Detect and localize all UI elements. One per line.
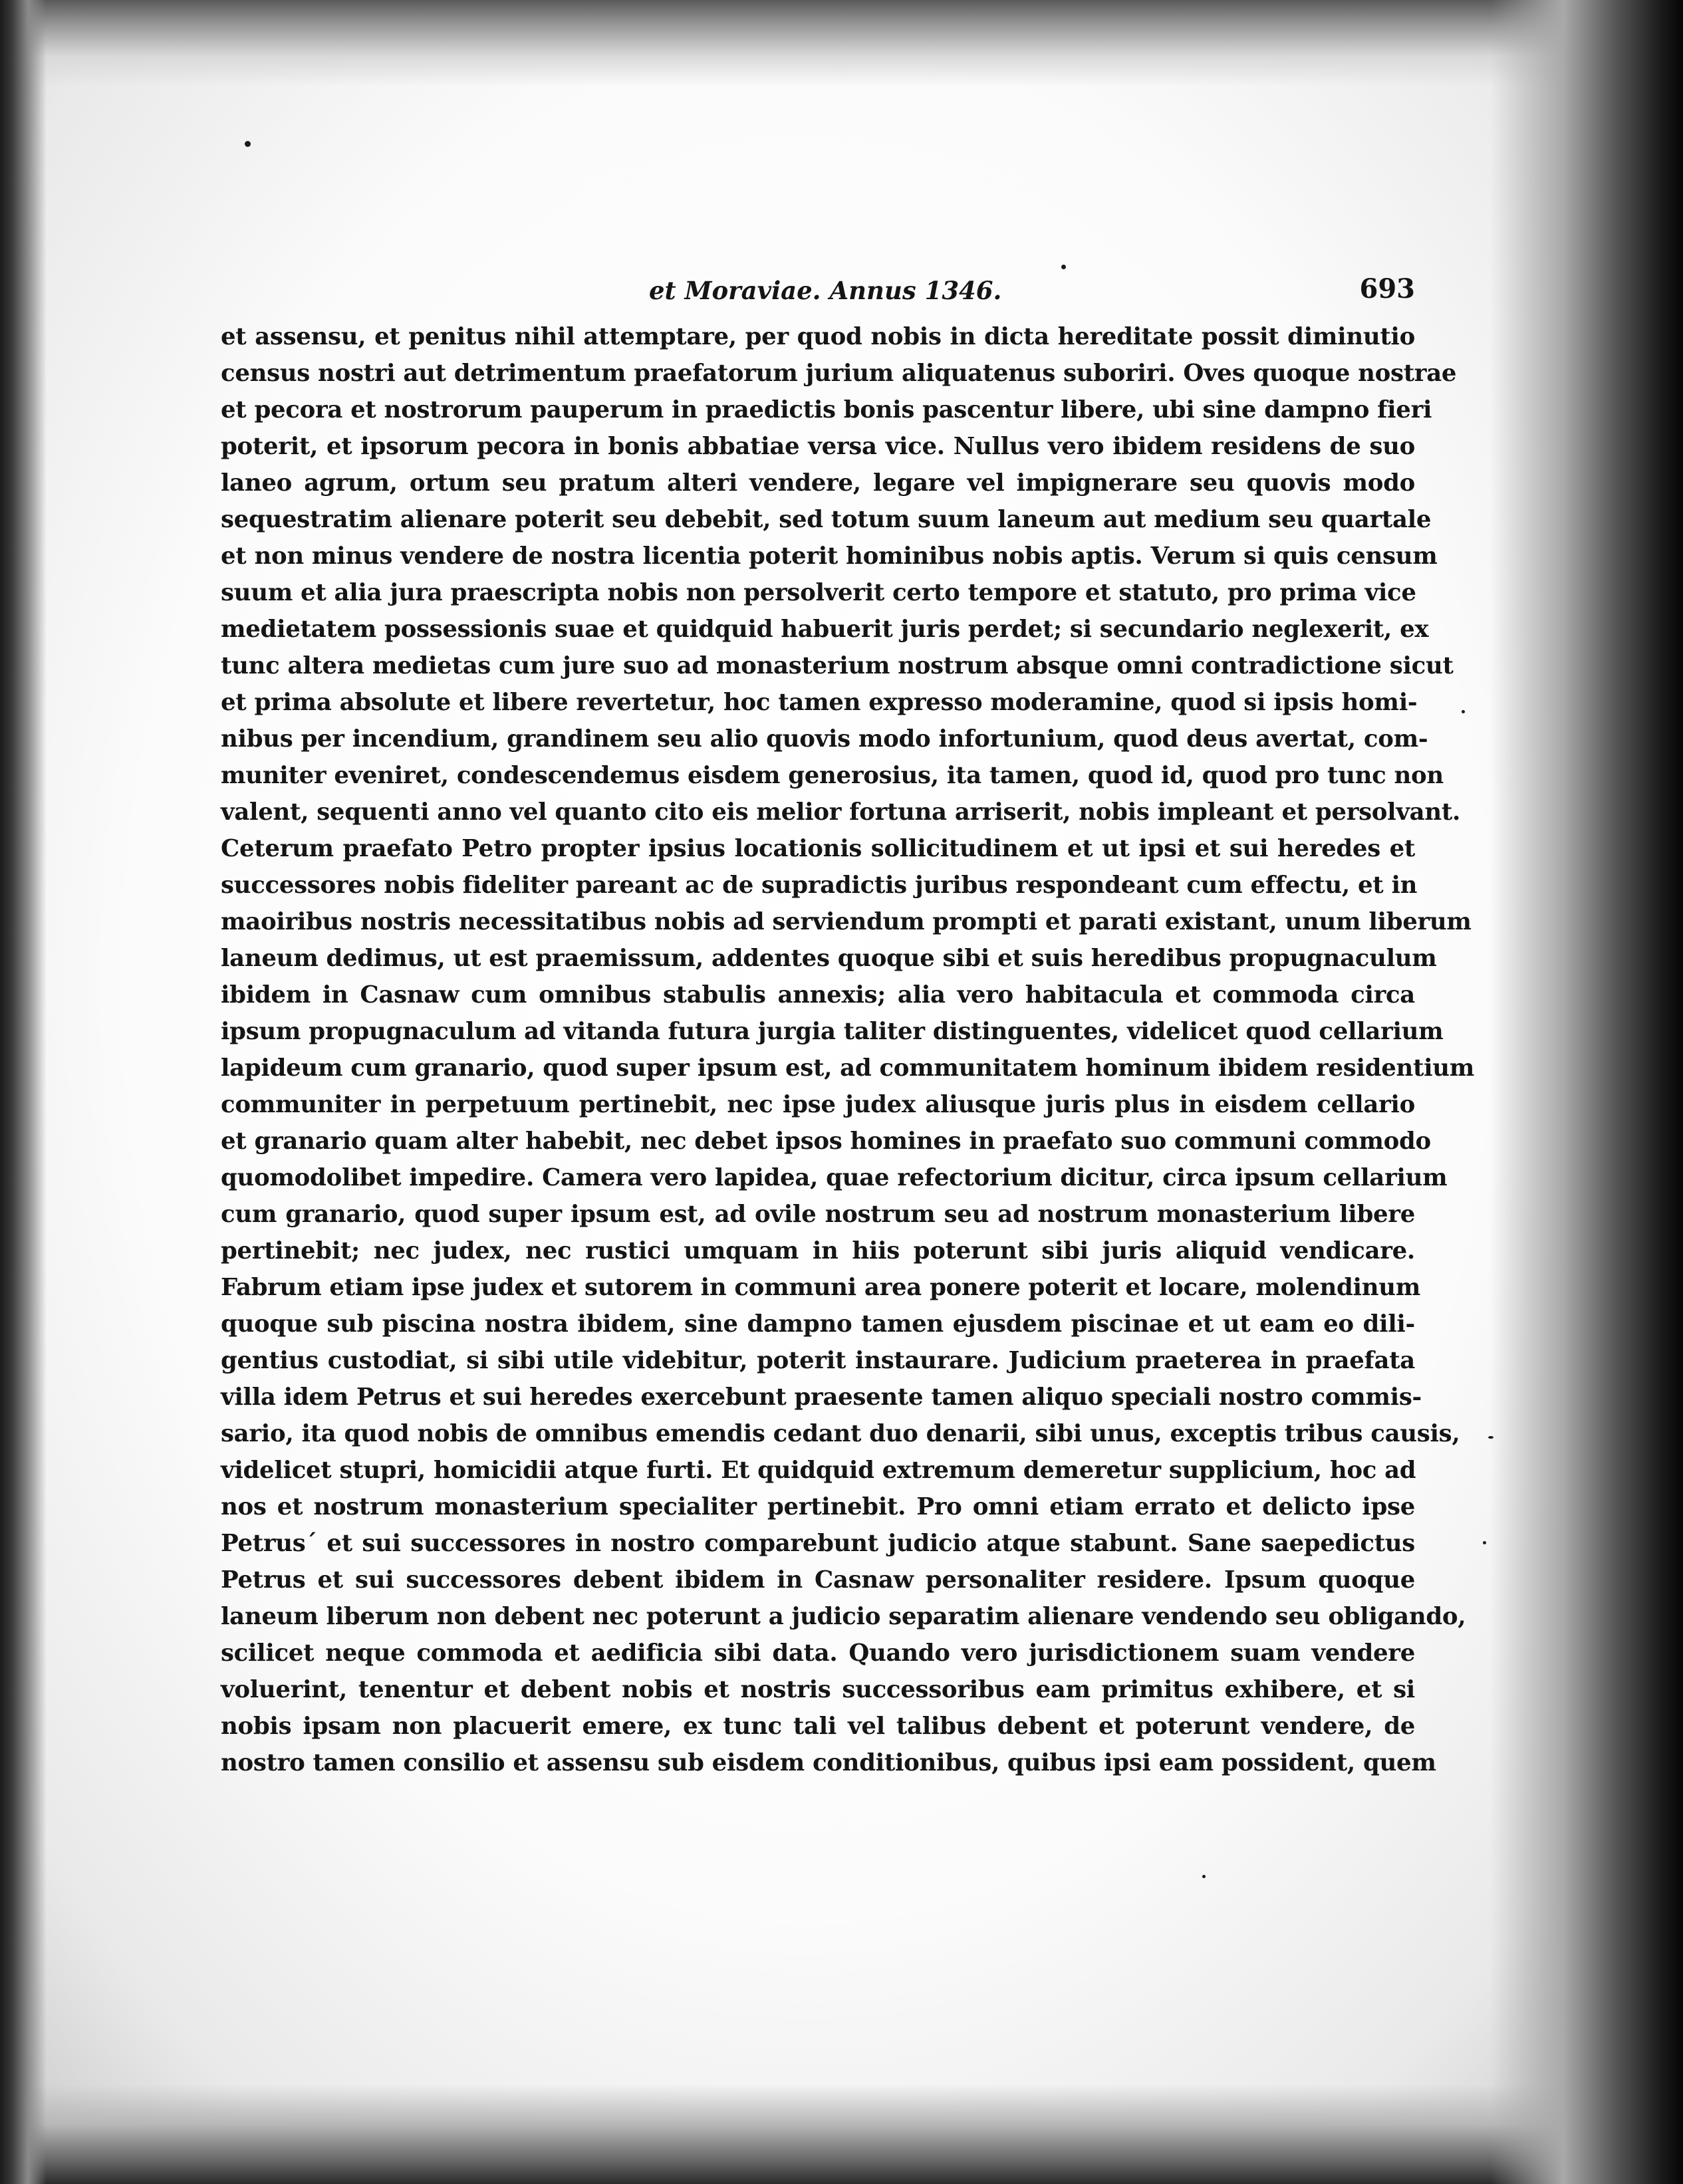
scan-shadow-left [0, 0, 47, 2184]
text-line: et pecora et nostrorum pauperum in praedictis bonis pascentur libere, ubi sine dampno fieri [221, 396, 1432, 424]
text-line: ibidem in Casnaw cum omnibus stabulis annexis; alia vero habitacula et commoda circa [221, 981, 1415, 1009]
body-text [221, 318, 1475, 1781]
scan-shadow-right [1490, 0, 1683, 2184]
text-line: census nostri aut detrimentum praefatorum jurium aliquatenus suboriri. Oves quoque nostrae [221, 360, 1457, 387]
text-line: laneo agrum, ortum seu pratum alteri vendere, legare vel impignerare seu quovis modo [221, 469, 1415, 497]
text-line: villa idem Petrus et sui heredes exercebunt praesente tamen aliquo speciali nostro commis- [221, 1384, 1422, 1411]
page-number: 693 [1359, 273, 1415, 304]
text-line: Fabrum etiam ipse judex et sutorem in communi area ponere poterit et locare, molendinum [221, 1274, 1420, 1301]
text-line: nos et nostrum monasterium specialiter pertinebit. Pro omni etiam errato et delicto ipse [221, 1493, 1415, 1520]
ink-speck [1061, 265, 1066, 269]
text-line: nibus per incendium, grandinem seu alio quovis modo infortunium, quod deus avertat, com- [221, 725, 1428, 753]
text-line: et granario quam alter habebit, nec debet ipsos homines in praefato suo communi commodo [221, 1128, 1431, 1155]
text-line: voluerint, tenentur et debent nobis et nostris successoribus eam primitus exhibere, et si [221, 1676, 1415, 1703]
text-line: et assensu, et penitus nihil attemptare, per quod nobis in dicta hereditate possit diminutio [221, 323, 1415, 350]
text-line: pertinebit; nec judex, nec rustici umquam in hiis poterunt sibi juris aliquid vendicare. [221, 1237, 1415, 1265]
text-line: communiter in perpetuum pertinebit, nec ipse judex aliusque juris plus in eisdem cellario [221, 1091, 1415, 1118]
text-line: laneum liberum non debent nec poterunt a judicio separatim alienare vendendo seu obligando, [221, 1603, 1466, 1630]
running-title: et Moraviae. Annus 1346. [649, 276, 1002, 305]
text-line: Petrus et sui successores debent ibidem in Casnaw personaliter residere. Ipsum quoque [221, 1566, 1415, 1594]
ink-speck [245, 141, 251, 147]
ink-speck [1488, 1436, 1493, 1439]
text-line: videlicet stupri, homicidii atque furti. Et quidquid extremum demeretur supplicium, hoc ad [221, 1457, 1416, 1484]
text-line: scilicet neque commoda et aedificia sibi data. Quando vero jurisdictionem suam vendere [221, 1639, 1415, 1667]
text-line: et prima absolute et libere revertetur, hoc tamen expresso moderamine, quod si ipsis homi- [221, 689, 1418, 716]
text-line: tunc altera medietas cum jure suo ad monasterium nostrum absque omni contradictione sicut [221, 652, 1454, 679]
text-line: valent, sequenti anno vel quanto cito eis melior fortuna arriserit, nobis impleant et persolvant. [221, 798, 1461, 826]
ink-speck [1202, 1875, 1206, 1878]
text-line: quoque sub piscina nostra ibidem, sine dampno tamen ejusdem piscinae et ut eam eo dili- [221, 1310, 1415, 1338]
text-line: nobis ipsam non placuerit emere, ex tunc tali vel talibus debent et poterunt vendere, de [221, 1713, 1415, 1740]
text-line: muniter eveniret, condescendemus eisdem generosius, ita tamen, quod id, quod pro tunc non [221, 762, 1444, 789]
text-line: gentius custodiat, si sibi utile videbitur, poterit instaurare. Judicium praeterea in praefata [221, 1347, 1415, 1374]
text-line: poterit, et ipsorum pecora in bonis abbatiae versa vice. Nullus vero ibidem residens de suo [221, 433, 1415, 460]
text-line: Ceterum praefato Petro propter ipsius locationis sollicitudinem et ut ipsi et sui heredes et [221, 835, 1415, 862]
text-line: cum granario, quod super ipsum est, ad ovile nostrum seu ad nostrum monasterium libere [221, 1201, 1415, 1228]
text-line: successores nobis fideliter pareant ac de supradictis juribus respondeant cum effectu, et in [221, 872, 1418, 899]
book-page [221, 269, 1475, 1781]
scan-shadow-top [0, 0, 1683, 86]
scan-shadow-bottom [0, 2084, 1683, 2184]
text-line: maoiribus nostris necessitatibus nobis ad serviendum prompti et parati existant, unum liberum [221, 908, 1472, 935]
text-line: et non minus vendere de nostra licentia poterit hominibus nobis aptis. Verum si quis censum [221, 543, 1438, 570]
ink-speck [1462, 710, 1465, 713]
text-line: nostro tamen consilio et assensu sub eisdem conditionibus, quibus ipsi eam possident, quem [221, 1749, 1436, 1776]
text-line: medietatem possessionis suae et quidquid habuerit juris perdet; si secundario neglexerit, ex [221, 616, 1429, 643]
text-line: ipsum propugnaculum ad vitanda futura jurgia taliter distinguentes, videlicet quod cellarium [221, 1018, 1444, 1045]
text-line: lapideum cum granario, quod super ipsum est, ad communitatem hominum ibidem residentium [221, 1054, 1475, 1082]
running-header [221, 269, 1415, 316]
ink-speck [1483, 1541, 1486, 1544]
text-line: sario, ita quod nobis de omnibus emendis cedant duo denarii, sibi unus, exceptis tribus causis, [221, 1420, 1460, 1447]
text-line: suum et alia jura praescripta nobis non persolverit certo tempore et statuto, pro prima vice [221, 579, 1416, 606]
text-line: quomodolibet impedire. Camera vero lapidea, quae refectorium dicitur, circa ipsum cellarium [221, 1164, 1448, 1191]
text-line: Petrus´ et sui successores in nostro comparebunt judicio atque stabunt. Sane saepedictus [221, 1530, 1415, 1557]
text-line: sequestratim alienare poterit seu debebit, sed totum suum laneum aut medium seu quartale [221, 506, 1432, 533]
text-line: laneum dedimus, ut est praemissum, addentes quoque sibi et suis heredibus propugnaculum [221, 945, 1437, 972]
